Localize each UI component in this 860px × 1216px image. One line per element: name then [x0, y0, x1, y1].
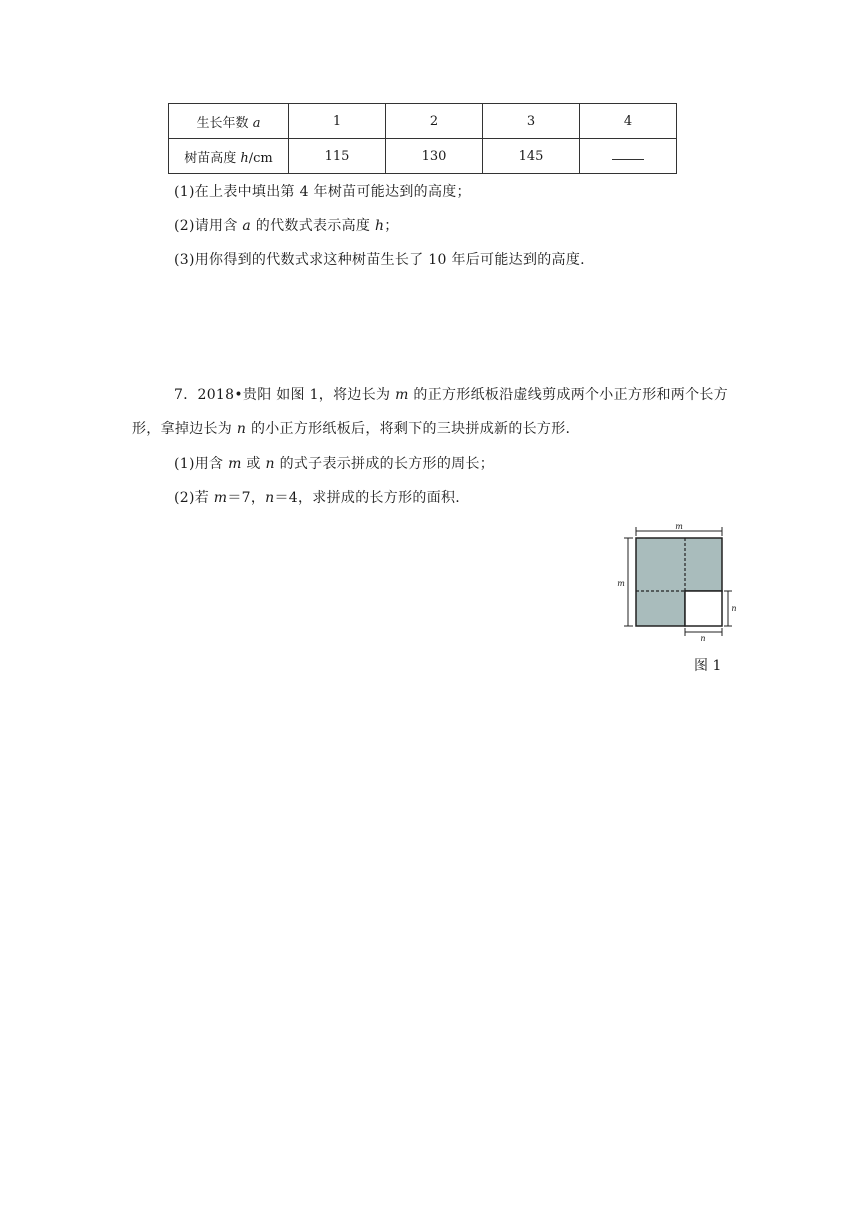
figure-caption: 图 1: [694, 658, 722, 674]
table-cell: 130: [386, 139, 483, 174]
answer-blank: [612, 150, 644, 160]
q6-part2: (2)请用含 a 的代数式表示高度 h；: [174, 218, 399, 234]
q7-part2: (2)若 m＝7，n＝4，求拼成的长方形的面积.: [174, 490, 461, 506]
removed-square: [685, 591, 722, 626]
table-cell: 145: [483, 139, 580, 174]
q6-part1: (1)在上表中填出第 4 年树苗可能达到的高度；: [174, 184, 471, 200]
q7-stem-line2: 形，拿掉边长为 n 的小正方形纸板后，将剩下的三块拼成新的长方形.: [132, 421, 571, 437]
right-dimension-label: n: [731, 604, 737, 613]
table-row: [169, 139, 677, 174]
growth-table: [168, 103, 677, 174]
top-dimension-label: m: [675, 523, 683, 531]
q7-part1: (1)用含 m 或 n 的式子表示拼成的长方形的周长；: [174, 456, 495, 472]
table-cell: 4: [580, 104, 677, 139]
row-header-years: 生长年数 a: [169, 104, 289, 139]
table-row: [169, 104, 677, 139]
table-cell: 3: [483, 104, 580, 139]
square-cut-diagram: [617, 523, 741, 643]
q6-part3: (3)用你得到的代数式求这种树苗生长了 10 年后可能达到的高度.: [174, 252, 585, 268]
q7-stem-line1: 7．2018•贵阳 如图 1，将边长为 m 的正方形纸板沿虚线剪成两个小正方形和两个长方: [174, 387, 728, 403]
table-cell: 2: [386, 104, 483, 139]
table-cell: 1: [289, 104, 386, 139]
row-header-height: 树苗高度 h/cm: [169, 139, 289, 174]
blank-answer-cell: [580, 139, 677, 174]
table-cell: 115: [289, 139, 386, 174]
left-dimension-label: m: [617, 579, 625, 588]
bottom-dimension-label: n: [700, 634, 706, 643]
